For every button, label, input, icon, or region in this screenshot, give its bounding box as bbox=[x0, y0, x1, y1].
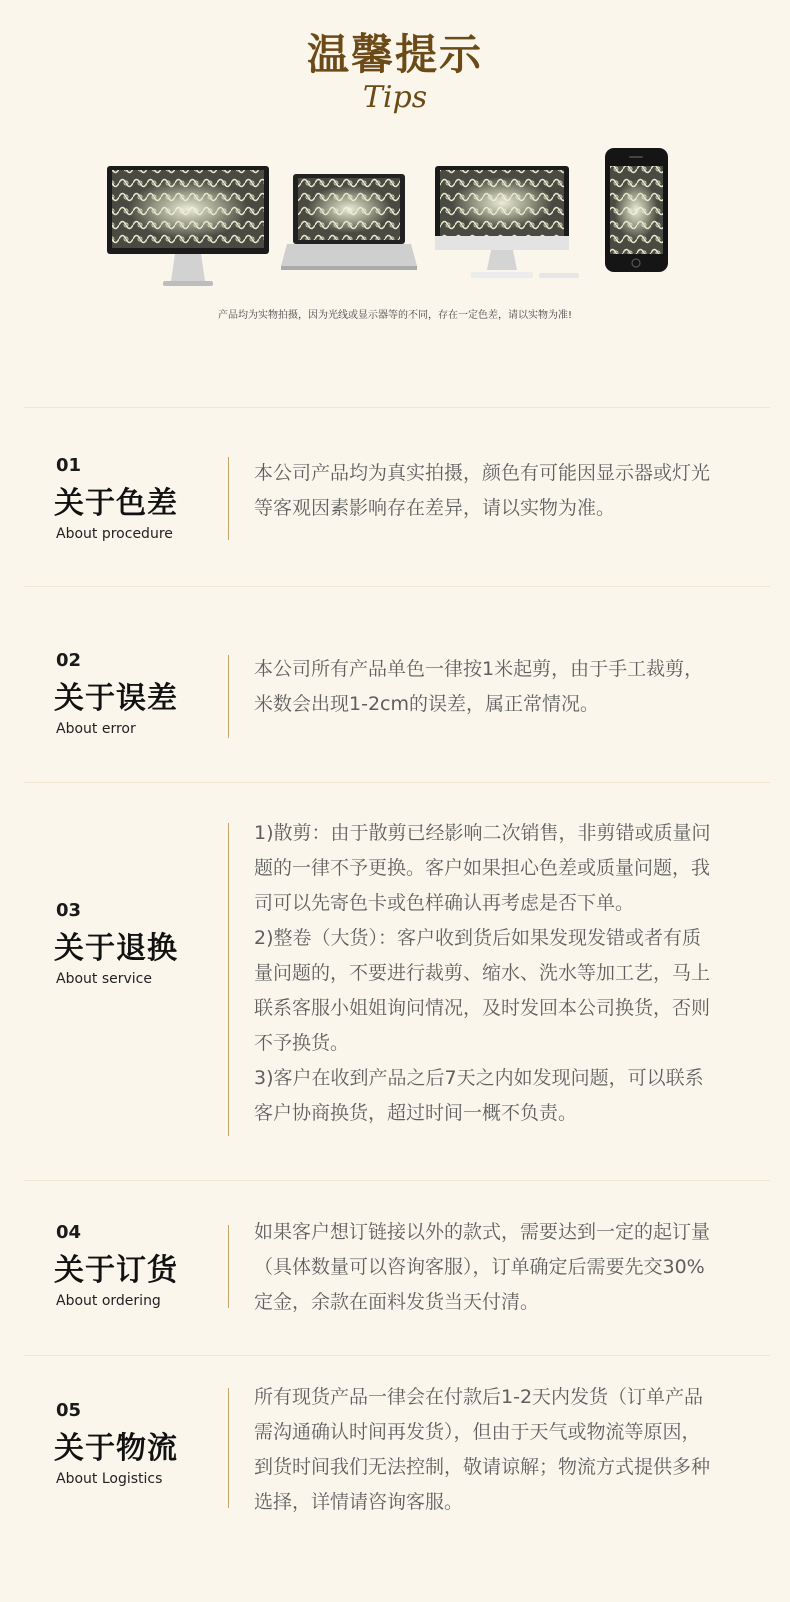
laptop-icon bbox=[281, 174, 417, 270]
body-line: 本公司产品均为真实拍摄，颜色有可能因显示器或灯光 bbox=[254, 462, 711, 484]
section-number: 01 bbox=[56, 455, 82, 476]
section-body bbox=[254, 1380, 744, 1520]
section-body bbox=[254, 1215, 744, 1320]
body-line: 定金，余款在面料发货当天付清。 bbox=[254, 1291, 540, 1313]
page-title: 温馨提示 bbox=[306, 30, 483, 79]
section-title: 关于色差 bbox=[54, 486, 178, 521]
page-subtitle: Tips bbox=[362, 80, 428, 115]
vertical-divider bbox=[228, 823, 229, 1136]
section-number: 04 bbox=[56, 1222, 82, 1243]
body-line: 量问题的，不要进行裁剪、缩水、洗水等加工艺，马上 bbox=[254, 962, 711, 984]
body-line: 需沟通确认时间再发货），但由于天气或物流等原因， bbox=[254, 1421, 701, 1443]
section-subtitle: About procedure bbox=[56, 526, 173, 542]
body-line: 3)客户在收到产品之后7天之内如发现问题，可以联系 bbox=[254, 1067, 704, 1089]
divider bbox=[24, 782, 770, 783]
vertical-divider bbox=[228, 457, 229, 540]
section-subtitle: About ordering bbox=[56, 1293, 161, 1309]
section-number: 05 bbox=[56, 1400, 82, 1421]
body-line: （具体数量可以咨询客服），订单确定后需要先交30% bbox=[254, 1256, 705, 1278]
divider bbox=[24, 407, 770, 408]
section-subtitle: About error bbox=[56, 721, 136, 737]
body-line: 等客观因素影响存在差异，请以实物为准。 bbox=[254, 497, 616, 519]
body-line: 选择，详情请咨询客服。 bbox=[254, 1491, 464, 1513]
divider bbox=[24, 1180, 770, 1181]
vertical-divider bbox=[228, 1388, 229, 1508]
section-number: 03 bbox=[56, 900, 82, 921]
body-line: 本公司所有产品单色一律按1米起剪，由于手工裁剪， bbox=[254, 658, 704, 680]
body-line: 到货时间我们无法控制，敬请谅解；物流方式提供多种 bbox=[254, 1456, 711, 1478]
monitor-2-icon bbox=[435, 166, 579, 278]
body-line: 米数会出现1-2cm的误差，属正常情况。 bbox=[254, 693, 599, 715]
vertical-divider bbox=[228, 655, 229, 738]
body-line: 所有现货产品一律会在付款后1-2天内发货（订单产品 bbox=[254, 1386, 704, 1408]
body-line: 如果客户想订链接以外的款式，需要达到一定的起订量 bbox=[254, 1221, 711, 1243]
section-title: 关于退换 bbox=[54, 931, 178, 966]
body-line: 不予换货。 bbox=[254, 1032, 350, 1054]
divider bbox=[24, 586, 770, 587]
body-line: 客户协商换货，超过时间一概不负责。 bbox=[254, 1102, 578, 1124]
vertical-divider bbox=[228, 1225, 229, 1308]
monitor-1-icon bbox=[107, 166, 269, 286]
body-line: 联系客服小姐姐询问情况，及时发回本公司换货，否则 bbox=[254, 997, 711, 1019]
section-title: 关于物流 bbox=[54, 1431, 178, 1466]
section-title: 关于误差 bbox=[54, 681, 178, 716]
body-line: 1)散剪：由于散剪已经影响二次销售，非剪错或质量问 bbox=[254, 822, 711, 844]
section-body bbox=[254, 456, 744, 526]
body-line: 题的一律不予更换。客户如果担心色差或质量问题，我 bbox=[254, 857, 711, 879]
section-number: 02 bbox=[56, 650, 82, 671]
divider bbox=[24, 1355, 770, 1356]
section-body bbox=[254, 652, 744, 722]
devices-illustration bbox=[105, 148, 695, 298]
color-disclaimer: 产品均为实物拍摄，因为光线或显示器等的不同，存在一定色差，请以实物为准! bbox=[217, 310, 572, 321]
body-line: 司可以先寄色卡或色样确认再考虑是否下单。 bbox=[254, 892, 635, 914]
body-line: 2)整卷（大货）：客户收到货后如果发现发错或者有质 bbox=[254, 927, 702, 949]
section-subtitle: About Logistics bbox=[56, 1471, 163, 1487]
section-title: 关于订货 bbox=[54, 1253, 178, 1288]
section-subtitle: About service bbox=[56, 971, 152, 987]
phone-icon bbox=[605, 148, 668, 272]
section-body bbox=[254, 816, 744, 1131]
